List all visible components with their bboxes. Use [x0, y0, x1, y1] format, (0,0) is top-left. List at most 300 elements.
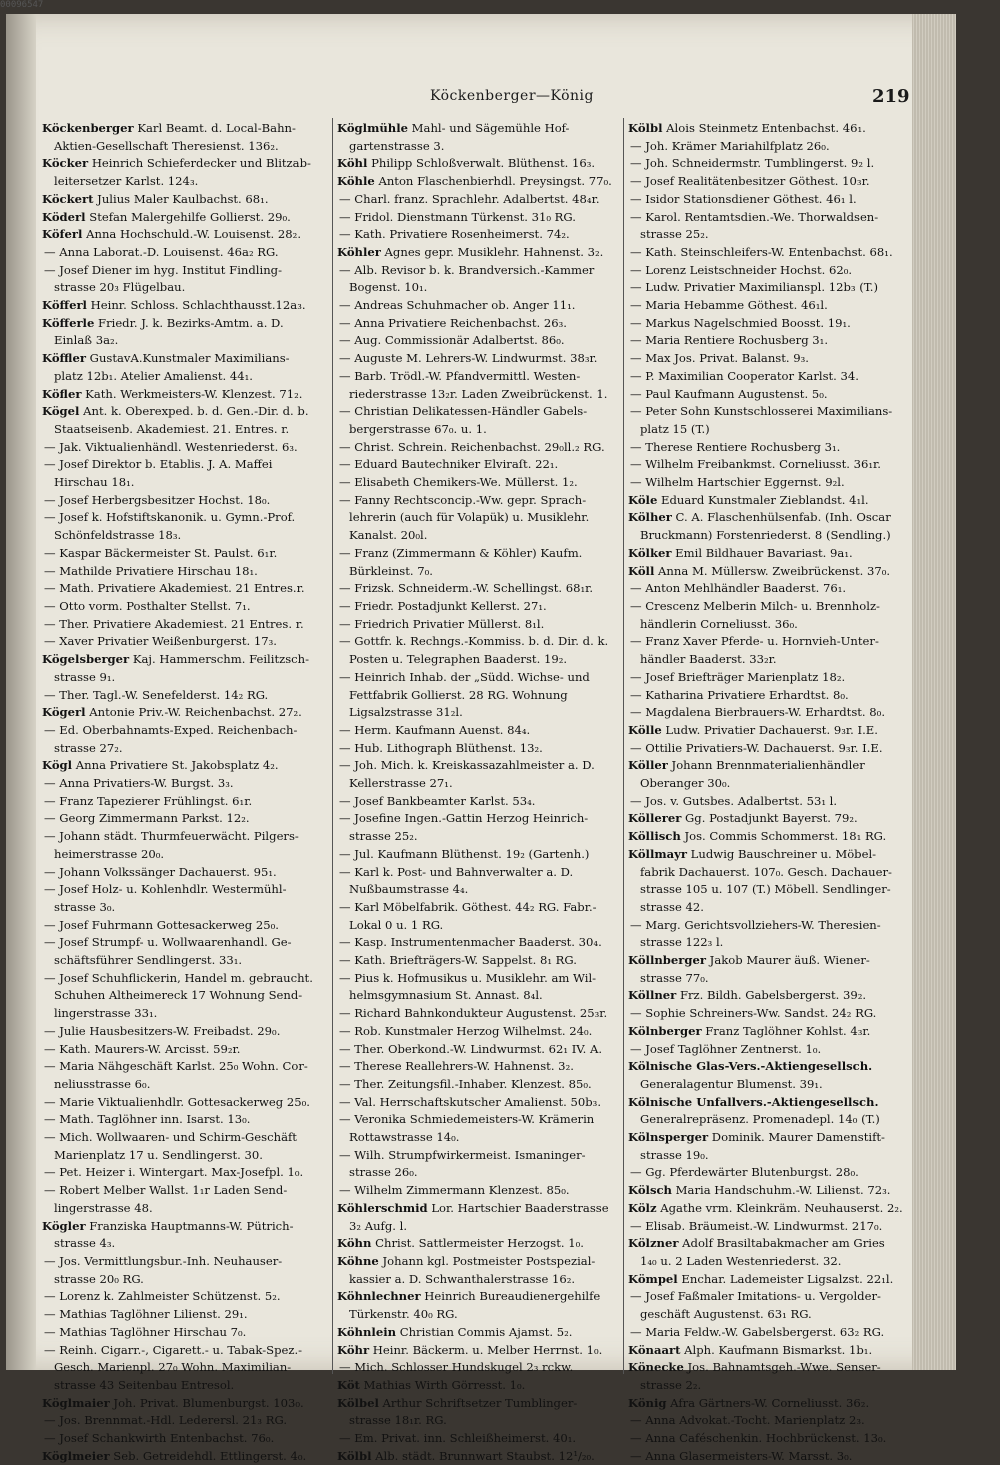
entry-text: — Jos. Vermittlungsbur.-Inh. Neuhauser-: [44, 1254, 283, 1268]
entry-text: — Lorenz Leistschneider Hochst. 62₀.: [630, 262, 853, 277]
entry-continuation: [42, 952, 328, 970]
entry-heading-line: [42, 226, 328, 244]
entry-text: — Heinrich Inhab. der „Südd. Wichse- und: [339, 669, 590, 684]
entry-text: fabrik Dachauerst. 107₀. Gesch. Dachauer-: [640, 864, 892, 879]
entry-text: händler Baaderst. 33₂r.: [640, 652, 777, 667]
entry-text: — Otto vorm. Posthalter Stellst. 7₁.: [44, 598, 251, 613]
entry-line: [628, 297, 916, 315]
entry-line: [628, 598, 916, 616]
entry-text: gartenstrasse 3.: [349, 138, 445, 153]
entry-heading-line: [42, 386, 328, 404]
surname: Köffler: [42, 351, 86, 366]
entry-text: Ludw. Privatier Dachauerst. 9₃r. I.E.: [661, 722, 878, 737]
entry-text: — Franz Tapezierer Frühlingst. 6₁r.: [44, 793, 253, 808]
entry-line: [337, 1023, 619, 1041]
entry-text: — Reinh. Cigarr.-, Cigarett.- u. Tabak-Spez.-: [44, 1342, 303, 1357]
entry-heading-line: [42, 350, 328, 368]
entry-line: [337, 970, 619, 988]
entry-text: — Christian Delikatessen-Händler Gabels-: [339, 404, 588, 419]
entry-heading-line: [42, 209, 328, 227]
surname: Köll: [628, 563, 655, 578]
entry-text: strasse 4₃.: [54, 1236, 116, 1251]
entry-continuation: [42, 279, 328, 297]
entry-line: [628, 580, 916, 598]
entry-heading-line: [628, 1359, 916, 1377]
entry-heading-line: [42, 1395, 328, 1413]
entry-text: Johann kgl. Postmeister Postspezial-: [378, 1254, 596, 1268]
entry-continuation: [628, 934, 916, 952]
entry-continuation: [42, 421, 328, 439]
column-rule: [623, 118, 624, 1374]
entry-text: — Xaver Privatier Weißenburgerst. 17₃.: [44, 634, 277, 649]
entry-line: [42, 1253, 328, 1271]
entry-text: — Hub. Lithograph Blüthenst. 13₂.: [339, 740, 543, 755]
entry-line: [42, 970, 328, 988]
entry-continuation: [42, 987, 328, 1005]
entry-text: lingerstrasse 33₁.: [54, 1006, 158, 1021]
entry-text: — P. Maximilian Cooperator Karlst. 34.: [630, 368, 859, 383]
entry-continuation: [337, 687, 619, 705]
entry-text: — Mathias Taglöhner Hirschau 7₀.: [44, 1324, 247, 1339]
entry-text: strasse 43 Seitenbau Entresol.: [54, 1377, 235, 1392]
surname: Köhlerschmid: [337, 1200, 428, 1215]
entry-text: — Joh. Mich. k. Kreiskassazahlmeister a. D.: [339, 758, 595, 773]
entry-line: [337, 864, 619, 882]
entry-text: Friedr. J. k. Bezirks-Amtm. a. D.: [94, 315, 284, 330]
entry-continuation: [628, 899, 916, 917]
entry-text: — Wilhelm Freibankmst. Corneliusst. 36₁r.: [630, 457, 881, 472]
entry-continuation: [42, 1271, 328, 1289]
entry-text: Nußbaumstrasse 4₄.: [349, 882, 469, 897]
entry-line: [337, 403, 619, 421]
entry-continuation: [628, 226, 916, 244]
entry-heading-line: [628, 1094, 916, 1112]
directory-column-1: [42, 120, 328, 1465]
entry-heading-line: [337, 1253, 619, 1271]
entry-heading-line: [337, 1288, 619, 1306]
entry-line: [42, 793, 328, 811]
entry-text: — Andreas Schuhmacher ob. Anger 11₁.: [339, 298, 576, 313]
entry-text: — Anton Mehlhändler Baaderst. 76₁.: [630, 581, 847, 596]
entry-text: Franz Taglöhner Kohlst. 4₃r.: [701, 1023, 871, 1038]
entry-line: [42, 492, 328, 510]
entry-text: Agathe vrm. Kleinkräm. Neuhauserst. 2₂.: [656, 1200, 903, 1215]
surname: Köglmeier: [42, 1448, 110, 1463]
entry-continuation: [628, 1253, 916, 1271]
entry-continuation: [337, 421, 619, 439]
surname: Kölher: [628, 510, 672, 525]
entry-heading-line: [628, 120, 916, 138]
surname: Köhr: [337, 1342, 370, 1357]
entry-heading-line: [42, 315, 328, 333]
entry-text: Posten u. Telegraphen Baaderst. 19₂.: [349, 652, 568, 667]
entry-text: — Frizsk. Schneiderm.-W. Schellingst. 68₁r.: [339, 581, 594, 596]
entry-line: [337, 1359, 619, 1377]
surname: Kölker: [628, 545, 672, 560]
entry-text: Mahl- und Sägemühle Hof-: [407, 121, 570, 135]
entry-text: — Ottilie Privatiers-W. Dachauerst. 9₃r. I.E.: [630, 740, 883, 755]
entry-continuation: [628, 864, 916, 882]
entry-line: [628, 474, 916, 492]
surname: Kölbl: [337, 1448, 372, 1463]
surname: Kömpel: [628, 1271, 678, 1286]
entry-line: [42, 1023, 328, 1041]
entry-heading-line: [42, 155, 328, 173]
entry-text: Dominik. Maurer Damenstift-: [708, 1130, 885, 1145]
entry-heading-line: [628, 828, 916, 846]
entry-text: Emil Bildhauer Bavariast. 9a₁.: [671, 545, 853, 560]
entry-continuation: [337, 651, 619, 669]
entry-text: Generalagentur Blumenst. 39₁.: [640, 1076, 823, 1091]
surname: Kögel: [42, 404, 80, 419]
entry-text: leitersetzer Karlst. 124₃.: [54, 174, 199, 189]
entry-continuation: [42, 1200, 328, 1218]
entry-heading-line: [42, 1218, 328, 1236]
entry-line: [628, 1164, 916, 1182]
surname: Kölbel: [337, 1395, 379, 1410]
surname: Köllisch: [628, 829, 681, 844]
surname: Kölnische Unfallvers.-Aktiengesellsch.: [628, 1094, 879, 1109]
entry-text: — Aug. Commissionär Adalbertst. 86₀.: [339, 333, 565, 348]
entry-text: Anna Hochschuld.-W. Louisenst. 28₂.: [82, 227, 302, 242]
entry-heading-line: [628, 987, 916, 1005]
entry-text: platz 12b₁. Atelier Amalienst. 44₁.: [54, 368, 253, 383]
entry-line: [337, 1041, 619, 1059]
entry-line: [337, 793, 619, 811]
entry-continuation: [628, 775, 916, 793]
entry-text: — Ludw. Privatier Maximilianspl. 12b₃ (T.): [630, 280, 878, 295]
entry-continuation: [337, 509, 619, 527]
entry-heading-line: [337, 1448, 619, 1465]
entry-text: Gg. Postadjunkt Bayerst. 79₂.: [681, 811, 858, 826]
entry-text: Julius Maler Kaulbachst. 68₁.: [93, 191, 269, 206]
entry-line: [337, 580, 619, 598]
entry-text: — Mathilde Privatiere Hirschau 18₁.: [44, 563, 258, 578]
entry-text: bergerstrasse 67₀. u. 1.: [349, 421, 487, 436]
entry-continuation: [628, 651, 916, 669]
entry-line: [628, 1041, 916, 1059]
entry-line: [337, 226, 619, 244]
entry-heading-line: [42, 651, 328, 669]
entry-line: [628, 439, 916, 457]
entry-text: — Alb. Revisor b. k. Brandversich.-Kammer: [339, 262, 595, 277]
entry-text: Hirschau 18₁.: [54, 475, 135, 490]
entry-text: — Elisab. Bräumeist.-W. Lindwurmst. 217₀.: [630, 1218, 883, 1233]
entry-continuation: [42, 1005, 328, 1023]
entry-text: Ludwig Bauschreiner u. Möbel-: [687, 846, 877, 861]
surname: Kölz: [628, 1200, 657, 1215]
entry-line: [42, 439, 328, 457]
entry-text: C. A. Flaschenhülsenfab. (Inh. Oscar: [671, 510, 891, 525]
entry-continuation: [628, 970, 916, 988]
entry-line: [628, 1448, 916, 1465]
surname: Kölnsperger: [628, 1130, 709, 1145]
entry-line: [628, 1218, 916, 1236]
surname: Köfferl: [42, 298, 87, 313]
entry-text: — Anna Laborat.-D. Louisenst. 46a₂ RG.: [44, 244, 279, 259]
entry-continuation: [42, 669, 328, 687]
entry-line: [628, 633, 916, 651]
entry-text: händlerin Corneliusst. 36₀.: [640, 616, 798, 631]
entry-text: — Val. Herrschaftskutscher Amalienst. 50b₃.: [339, 1094, 602, 1109]
entry-line: [42, 917, 328, 935]
entry-text: Anton Flaschenbierhdl. Preysingst. 77₀.: [374, 174, 612, 189]
entry-heading-line: [628, 1058, 916, 1076]
entry-text: — Josefine Ingen.-Gattin Herzog Heinrich-: [339, 811, 589, 826]
entry-text: geschäft Augustenst. 63₁ RG.: [640, 1307, 812, 1322]
entry-text: Philipp Schloßverwalt. Blüthenst. 16₃.: [367, 156, 596, 171]
entry-text: — Friedr. Postadjunkt Kellerst. 27₁.: [339, 598, 547, 613]
entry-line: [628, 244, 916, 262]
surname: Köhl: [337, 156, 368, 171]
entry-heading-line: [42, 120, 328, 138]
entry-text: — Fridol. Dienstmann Türkenst. 31₀ RG.: [339, 209, 576, 224]
entry-text: — Gg. Pferdewärter Blutenburgst. 28₀.: [630, 1165, 859, 1180]
surname: Kögelsberger: [42, 652, 130, 667]
entry-heading-line: [42, 191, 328, 209]
entry-text: — Jos. v. Gutsbes. Adalbertst. 53₁ l.: [630, 793, 838, 808]
entry-text: — Isidor Stationsdiener Göthest. 46₁ l.: [630, 191, 857, 206]
entry-heading-line: [628, 1200, 916, 1218]
entry-text: Jos. Bahnamtsgeh.-Wwe. Senser-: [683, 1360, 881, 1375]
directory-page: [6, 14, 956, 1463]
entry-text: — Johann städt. Thurmfeuerwächt. Pilgers-: [44, 829, 299, 844]
entry-text: — Ther. Zeitungsfil.-Inhaber. Klenzest. 85₀.: [339, 1076, 592, 1091]
entry-line: [42, 456, 328, 474]
entry-text: — Anna Caféschenkin. Hochbrückenst. 13₀.: [630, 1431, 887, 1446]
entry-text: — Joh. Krämer Mariahilfplatz 26₀.: [630, 138, 830, 153]
entry-text: Alph. Kaufmann Bismarkst. 1b₁.: [680, 1342, 873, 1357]
surname: Köhnlein: [337, 1324, 397, 1339]
entry-text: — Mich. Schlosser Hundskugel 2₃ rckw.: [339, 1360, 574, 1375]
entry-text: Bürkleinst. 7₀.: [349, 563, 433, 578]
entry-text: — Richard Bahnkondukteur Augustenst. 25₃r.: [339, 1006, 608, 1021]
surname: Köllner: [628, 988, 677, 1003]
entry-text: strasse 26₀.: [349, 1165, 418, 1180]
entry-text: — Peter Sohn Kunstschlosserei Maximilians-: [630, 404, 893, 419]
entry-text: Christ. Sattlermeister Herzogst. 1₀.: [371, 1236, 584, 1251]
entry-text: — Charl. franz. Sprachlehr. Adalbertst. 48₄r.: [339, 191, 600, 206]
entry-heading-line: [337, 120, 619, 138]
entry-text: — Jul. Kaufmann Blüthenst. 19₂ (Gartenh.): [339, 846, 590, 861]
entry-text: — Ther. Oberkond.-W. Lindwurmst. 62₁ IV. A.: [339, 1041, 603, 1056]
entry-line: [42, 1041, 328, 1059]
entry-text: Einlaß 3a₂.: [54, 333, 119, 348]
entry-text: — Marg. Gerichtsvollziehers-W. Theresien-: [630, 917, 881, 932]
surname: Kölbl: [628, 121, 663, 135]
entry-text: strasse 122₃ l.: [640, 935, 724, 950]
entry-text: strasse 42.: [640, 899, 704, 914]
entry-line: [42, 563, 328, 581]
entry-heading-line: [42, 297, 328, 315]
entry-heading-line: [628, 1395, 916, 1413]
entry-text: — Anna Advokat.-Tocht. Marienplatz 2₃.: [630, 1413, 865, 1428]
entry-heading-line: [42, 704, 328, 722]
entry-line: [628, 687, 916, 705]
entry-text: — Kath. Briefträgers-W. Sappelst. 8₁ RG.: [339, 953, 577, 968]
entry-continuation: [42, 474, 328, 492]
entry-text: — Joh. Schneidermstr. Tumblingerst. 9₂ l.: [630, 156, 875, 171]
entry-continuation: [42, 332, 328, 350]
entry-text: Maria Handschuhm.-W. Lilienst. 72₃.: [671, 1183, 891, 1198]
entry-text: Antonie Priv.-W. Reichenbachst. 27₂.: [85, 705, 302, 720]
entry-text: — Josef Herbergsbesitzer Hochst. 18₀.: [44, 492, 271, 507]
entry-line: [42, 722, 328, 740]
entry-line: [337, 757, 619, 775]
entry-line: [337, 439, 619, 457]
entry-text: helmsgymnasium St. Annast. 8₄l.: [349, 988, 543, 1003]
entry-text: — Math. Taglöhner inn. Isarst. 13₀.: [44, 1112, 251, 1127]
entry-text: strasse 105 u. 107 (T.) Möbell. Sendlinger-: [640, 882, 891, 897]
entry-text: — Wilhelm Hartschier Eggernst. 9₂l.: [630, 475, 845, 490]
surname: Köhn: [337, 1236, 372, 1251]
entry-text: Christian Commis Ajamst. 5₂.: [396, 1324, 573, 1339]
entry-line: [337, 191, 619, 209]
entry-line: [42, 1164, 328, 1182]
entry-heading-line: [42, 1448, 328, 1465]
entry-heading-line: [628, 509, 916, 527]
entry-line: [42, 775, 328, 793]
entry-text: — Veronika Schmiedemeisters-W. Krämerin: [339, 1112, 595, 1127]
entry-text: Kaj. Hammerschm. Feilitzsch-: [129, 652, 310, 667]
entry-text: neliusstrasse 6₀.: [54, 1076, 151, 1091]
entry-line: [628, 1430, 916, 1448]
entry-heading-line: [628, 1235, 916, 1253]
entry-line: [628, 1412, 916, 1430]
entry-line: [628, 704, 916, 722]
entry-continuation: [42, 1076, 328, 1094]
entry-continuation: [628, 527, 916, 545]
entry-line: [42, 1182, 328, 1200]
entry-line: [42, 864, 328, 882]
entry-text: — Maria Hebamme Göthest. 46₁l.: [630, 298, 828, 313]
entry-text: Afra Gärtners-W. Corneliusst. 36₂.: [666, 1395, 870, 1410]
entry-continuation: [42, 1147, 328, 1165]
entry-continuation: [628, 1111, 916, 1129]
entry-text: — Math. Privatiere Akademiest. 21 Entres.r.: [44, 581, 305, 596]
entry-text: — Mathias Taglöhner Lilienst. 29₁.: [44, 1307, 248, 1322]
entry-text: — Lorenz k. Zahlmeister Schützenst. 5₂.: [44, 1289, 281, 1304]
entry-heading-line: [337, 1395, 619, 1413]
entry-continuation: [628, 881, 916, 899]
entry-continuation: [337, 828, 619, 846]
entry-heading-line: [628, 757, 916, 775]
surname: Köhne: [337, 1254, 379, 1268]
entry-text: Agnes gepr. Musiklehr. Hahnenst. 3₂.: [380, 244, 604, 259]
entry-line: [42, 244, 328, 262]
entry-text: — Josef k. Hofstiftskanonik. u. Gymn.-Prof.: [44, 510, 296, 525]
entry-text: Fettfabrik Gollierst. 28 RG. Wohnung: [349, 687, 568, 702]
surname: Köfferle: [42, 315, 95, 330]
entry-continuation: [42, 740, 328, 758]
entry-text: — Herm. Kaufmann Auenst. 84₄.: [339, 722, 531, 737]
entry-line: [628, 191, 916, 209]
entry-text: lingerstrasse 48.: [54, 1200, 153, 1215]
entry-text: — Wilh. Strumpfwirkermeist. Ismaninger-: [339, 1147, 586, 1162]
entry-line: [337, 722, 619, 740]
entry-continuation: [42, 846, 328, 864]
entry-line: [628, 279, 916, 297]
entry-line: [42, 828, 328, 846]
entry-text: — Sophie Schreiners-Ww. Sandst. 24₂ RG.: [630, 1006, 877, 1021]
entry-text: — Markus Nagelschmied Boosst. 19₁.: [630, 315, 851, 330]
entry-text: strasse 25₂.: [640, 227, 709, 242]
entry-line: [42, 1094, 328, 1112]
entry-text: platz 15 (T.): [640, 421, 710, 436]
entry-text: heimerstrasse 20₀.: [54, 846, 165, 861]
entry-line: [337, 1005, 619, 1023]
entry-continuation: [337, 1412, 619, 1430]
column-rule: [332, 118, 333, 1374]
entry-line: [628, 1005, 916, 1023]
entry-text: Lokal 0 u. 1 RG.: [349, 917, 444, 932]
entry-line: [337, 545, 619, 563]
surname: Köglmaier: [42, 1395, 110, 1410]
entry-text: — Karl Möbelfabrik. Göthest. 44₂ RG. Fabr.-: [339, 899, 597, 914]
entry-text: — Karl k. Post- und Bahnverwalter a. D.: [339, 864, 574, 879]
entry-line: [337, 474, 619, 492]
entry-line: [628, 386, 916, 404]
entry-text: strasse 27₂.: [54, 740, 123, 755]
entry-text: — Kasp. Instrumentenmacher Baaderst. 30₄.: [339, 935, 602, 950]
entry-text: — Friedrich Privatier Müllerst. 8₁l.: [339, 616, 545, 631]
entry-line: [337, 315, 619, 333]
surname: Köcker: [42, 156, 89, 171]
entry-text: — Georg Zimmermann Parkst. 12₂.: [44, 811, 250, 826]
surname: Köllerer: [628, 811, 682, 826]
entry-text: Frz. Bildh. Gabelsbergerst. 39₂.: [676, 988, 867, 1003]
entry-text: Franziska Hauptmanns-W. Pütrich-: [85, 1218, 294, 1233]
entry-text: strasse 20₀ RG.: [54, 1271, 144, 1286]
entry-text: — Kath. Privatiere Rosenheimerst. 74₂.: [339, 227, 570, 242]
entry-line: [42, 1058, 328, 1076]
surname: Könecke: [628, 1360, 684, 1375]
entry-text: — Johann Volkssänger Dachauerst. 95₁.: [44, 864, 277, 879]
surname: Kölzner: [628, 1236, 679, 1251]
entry-text: — Pet. Heizer i. Wintergart. Max-Josefpl. 1₀.: [44, 1165, 304, 1180]
entry-text: — Josef Direktor b. Etablis. J. A. Maffei: [44, 457, 273, 472]
entry-continuation: [337, 1164, 619, 1182]
directory-column-2: [337, 120, 619, 1465]
entry-continuation: [337, 881, 619, 899]
surname: Köhnlechner: [337, 1289, 421, 1304]
entry-line: [42, 881, 328, 899]
entry-continuation: [628, 1147, 916, 1165]
entry-heading-line: [42, 403, 328, 421]
entry-heading-line: [337, 1200, 619, 1218]
entry-text: Generalrepräsenz. Promenadepl. 14₀ (T.): [640, 1112, 880, 1127]
running-title: Köckenberger—König: [430, 88, 594, 104]
entry-line: [42, 1306, 328, 1324]
entry-line: [337, 810, 619, 828]
entry-line: [337, 740, 619, 758]
entry-line: [337, 1147, 619, 1165]
entry-text: Bruckmann) Forstenriederst. 8 (Sendling.): [640, 528, 891, 543]
entry-line: [628, 332, 916, 350]
entry-text: — Franz (Zimmermann & Köhler) Kaufm.: [339, 545, 583, 560]
surname: Kögerl: [42, 705, 86, 720]
surname: Köglmühle: [337, 121, 408, 135]
entry-continuation: [337, 1218, 619, 1236]
entry-text: — Crescenz Melberin Milch- u. Brennholz-: [630, 598, 880, 613]
entry-heading-line: [628, 545, 916, 563]
entry-line: [337, 952, 619, 970]
entry-text: Joh. Privat. Blumenburgst. 103₀.: [109, 1395, 304, 1410]
entry-text: Mathias Wirth Görresst. 1₀.: [359, 1377, 526, 1392]
entry-line: [337, 492, 619, 510]
entry-continuation: [42, 1235, 328, 1253]
entry-text: Karl Beamt. d. Local-Bahn-: [133, 121, 296, 135]
